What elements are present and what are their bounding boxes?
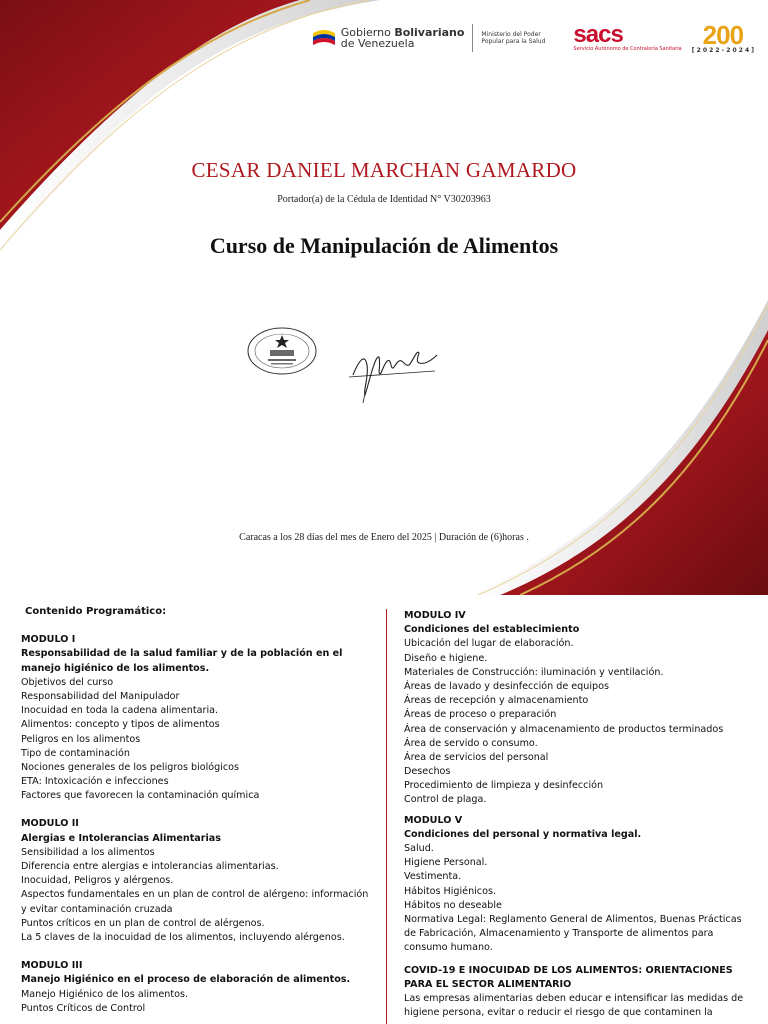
sacs-wordmark: sacs xyxy=(573,21,623,48)
list-item: Diferencia entre alergias e intolerancias alimentarias. xyxy=(21,861,279,873)
list-item: Área de servido o consumo. xyxy=(404,737,538,749)
list-item: Salud. xyxy=(404,843,434,854)
list-item: Aspectos fundamentales en un plan de control de alérgeno: información y evitar contaminación cruzada xyxy=(21,889,369,915)
gov-bold: Bolivariano xyxy=(394,26,465,39)
bicentenario-logo xyxy=(691,19,754,54)
list-item: Normativa Legal: Reglamento General de Alimentos, Buenas Prácticas de Fabricación, Almacenamiento y Transporte de alimentos para consumo humano. xyxy=(404,913,742,954)
modulo-3-title: MODULO III xyxy=(21,960,83,972)
bicentenario-number: 200 xyxy=(702,19,744,50)
holder-name: CESAR DANIEL MARCHAN GAMARDO xyxy=(191,158,577,182)
program-heading: Contenido Programático: xyxy=(25,606,167,617)
covid-section-title: COVID-19 E INOCUIDAD DE LOS ALIMENTOS: ORIENTACIONES PARA EL SECTOR ALIMENTARIO xyxy=(404,964,733,990)
sacs-subtitle: Servicio Autónomo de Contraloría Sanitaria xyxy=(573,46,682,52)
bicentenario-years: [ 2 0 2 2 - 2 0 2 4 ] xyxy=(691,46,754,54)
signature-icon xyxy=(345,335,440,405)
list-item: Control de plaga. xyxy=(404,794,487,806)
list-item: Puntos críticos en un plan de control de alérgenos. xyxy=(21,917,265,929)
list-item: Materiales de Construcción: iluminación y ventilación. xyxy=(404,666,664,678)
list-item: Desechos xyxy=(404,766,451,778)
course-title: Curso de Manipulación de Alimentos xyxy=(209,233,559,258)
id-line: Portador(a) de la Cédula de Identidad N° V30203963 xyxy=(277,194,491,205)
column-divider xyxy=(386,609,387,1024)
modulo-2-title: MODULO II xyxy=(21,818,79,830)
gobierno-logo xyxy=(311,27,465,49)
modulo-4-subtitle: Condiciones del establecimiento xyxy=(404,624,580,636)
list-item: Higiene Personal. xyxy=(404,857,488,869)
program-left-column xyxy=(21,595,376,1016)
modulo-1-title: MODULO I xyxy=(21,634,76,646)
list-item: Áreas de recepción y almacenamiento xyxy=(404,695,589,707)
list-item: Diseño e higiene. xyxy=(404,652,488,664)
list-item: Inocuidad en toda la cadena alimentaria. xyxy=(21,705,219,717)
venezuela-flag-icon xyxy=(311,27,337,49)
logo-divider xyxy=(472,24,473,52)
list-item: Puntos Críticos de Control xyxy=(21,1002,146,1014)
modulo-5-title: MODULO V xyxy=(404,814,463,826)
sacs-logo xyxy=(573,21,682,52)
covid-section-text: Las empresas alimentarias deben educar e intensificar las medidas de higiene persona, evitar o reducir el riesgo de que contaminen la xyxy=(404,992,744,1019)
list-item: Hábitos no deseable xyxy=(404,899,502,911)
list-item: Áreas de proceso o preparación xyxy=(404,709,557,721)
list-item: La 5 claves de la inocuidad de los alimentos, incluyendo alérgenos. xyxy=(21,932,345,943)
list-item: Vestimenta. xyxy=(404,871,462,883)
place-date-line: Caracas a los 28 días del mes de Enero del 2025 | Duración de (6)horas . xyxy=(239,532,529,543)
list-item: Procedimiento de limpieza y desinfección xyxy=(404,780,604,792)
modulo-3-subtitle: Manejo Higiénico en el proceso de elaboración de alimentos. xyxy=(21,974,351,986)
gov-prefix: Gobierno xyxy=(340,26,391,39)
list-item: Áreas de lavado y desinfección de equipos xyxy=(404,680,609,692)
list-item: Objetivos del curso xyxy=(21,676,114,688)
list-item: Factores que favorecen la contaminación química xyxy=(21,790,260,802)
ministerio-text: Ministerio del Poder Popular para la Salud xyxy=(481,31,546,45)
list-item: Responsabilidad del Manipulador xyxy=(21,690,180,702)
program-content xyxy=(0,595,768,1024)
gov-line2: de Venezuela xyxy=(340,37,415,50)
modulo-1-subtitle: Responsabilidad de la salud familiar y de la población en el manejo higiénico de los alimentos. xyxy=(21,648,343,674)
list-item: Manejo Higiénico de los alimentos. xyxy=(21,988,189,1000)
list-item: Área de conservación y almacenamiento de productos terminados xyxy=(404,723,724,735)
modulo-2-subtitle: Alergias e Intolerancias Alimentarias xyxy=(21,832,221,844)
list-item: Inocuidad, Peligros y alérgenos. xyxy=(21,875,174,887)
list-item: Área de servicios del personal xyxy=(404,751,549,763)
list-item: Ubicación del lugar de elaboración. xyxy=(404,638,574,650)
program-right-column xyxy=(404,595,749,1020)
list-item: Hábitos Higiénicos. xyxy=(404,885,497,897)
list-item: Alimentos: concepto y tipos de alimentos xyxy=(21,719,220,731)
modulo-4-title: MODULO IV xyxy=(404,610,466,621)
list-item: Peligros en los alimentos xyxy=(21,733,141,745)
modulo-5-subtitle: Condiciones del personal y normativa legal. xyxy=(404,828,642,840)
list-item: Sensibilidad a los alimentos xyxy=(21,846,155,858)
list-item: Tipo de contaminación xyxy=(21,747,131,759)
official-stamp-icon xyxy=(246,326,318,376)
header-logos xyxy=(311,18,754,58)
list-item: Nociones generales de los peligros biológicos xyxy=(21,761,240,773)
list-item: ETA: Intoxicación e infecciones xyxy=(21,776,169,788)
